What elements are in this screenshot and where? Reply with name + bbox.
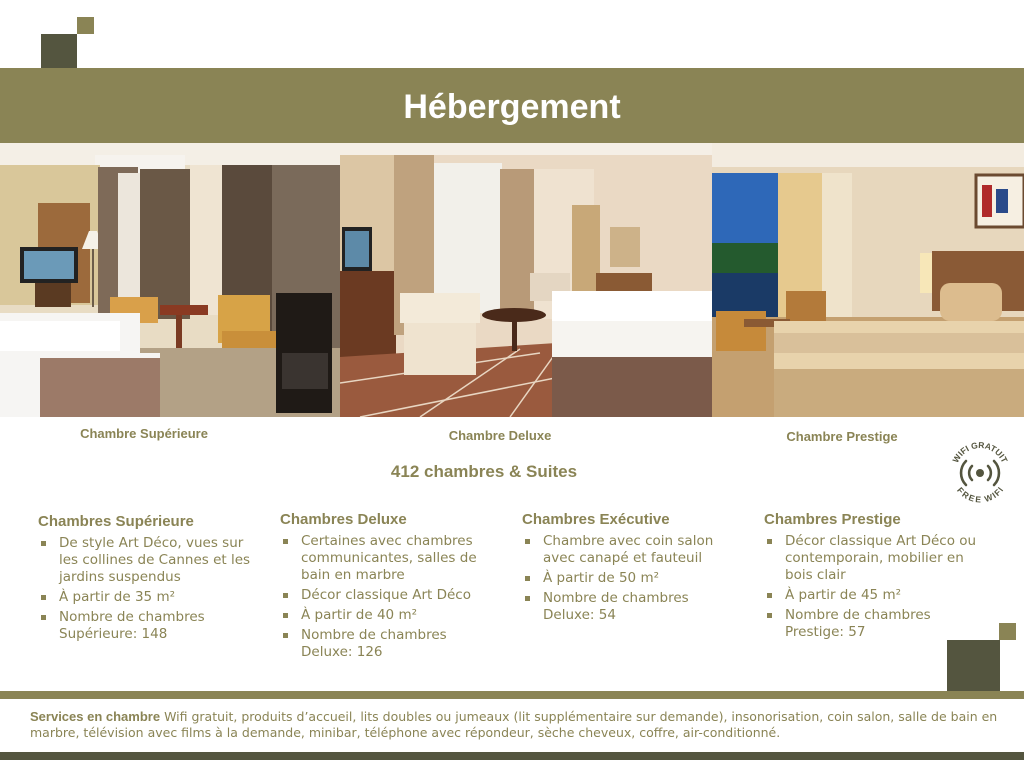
footer-bottom-bar [0, 752, 1024, 760]
list-item: Décor classique Art Déco [280, 587, 498, 604]
list-item: De style Art Déco, vues sur les collines de Cannes et les jardins suspendus [38, 535, 256, 586]
photo-chambre-superieure [0, 143, 340, 417]
list-item: Nombre de chambres Prestige: 57 [764, 607, 982, 641]
decor-square-dark-bottom [947, 640, 1000, 691]
list-item: Nombre de chambres Supérieure: 148 [38, 609, 256, 643]
footer-divider [0, 691, 1024, 699]
wifi-badge-top-text: WIFI GRATUIT [950, 439, 1010, 465]
column-heading: Chambres Deluxe [280, 511, 407, 528]
room-services-text [30, 709, 1000, 741]
caption-chambre-superieure: Chambre Supérieure [80, 426, 208, 441]
page-title: Hébergement [403, 88, 621, 126]
list-item: Décor classique Art Déco ou contemporain, mobilier en bois clair [764, 533, 982, 584]
decor-square-olive-bottom [999, 623, 1016, 640]
svg-text:FREE WIFI [955, 485, 1005, 504]
column-chambres-prestige [764, 510, 982, 644]
room-services-list: Wifi gratuit, produits d’accueil, lits doubles ou jumeaux (lit supplémentaire sur demande), insonorisation, coin salon, salle de bain en marbre, télévision avec films à la demande, minibar, téléphone avec répondeur, sèche cheveux, coffre, air-conditionné. [30, 709, 998, 740]
list-item: À partir de 40 m² [280, 607, 498, 624]
list-item: Nombre de chambres Deluxe: 54 [522, 590, 740, 624]
list-item: Nombre de chambres Deluxe: 126 [280, 627, 498, 661]
caption-chambre-deluxe: Chambre Deluxe [448, 428, 552, 443]
decor-square-olive-top [77, 17, 94, 34]
list-item: Certaines avec chambres communicantes, salles de bain en marbre [280, 533, 498, 584]
decor-square-dark-top [41, 34, 77, 70]
photo-chambre-prestige [712, 143, 1024, 417]
list-item: Chambre avec coin salon avec canapé et fauteuil [522, 533, 740, 567]
rooms-count-heading: 412 chambres & Suites [390, 462, 578, 481]
list-item: À partir de 45 m² [764, 587, 982, 604]
caption-chambre-prestige: Chambre Prestige [786, 429, 898, 444]
room-services-label: Services en chambre [30, 709, 161, 724]
wifi-badge-bottom-text: FREE WIFI [955, 485, 1006, 505]
photo-chambre-deluxe [340, 143, 712, 417]
column-chambres-executive [522, 510, 740, 627]
column-heading: Chambres Prestige [764, 511, 901, 528]
column-chambres-deluxe [280, 510, 498, 664]
list-item: À partir de 50 m² [522, 570, 740, 587]
list-item: À partir de 35 m² [38, 589, 256, 606]
column-chambres-superieure [38, 512, 256, 646]
column-heading: Chambres Exécutive [522, 511, 670, 528]
column-heading: Chambres Supérieure [38, 513, 194, 530]
